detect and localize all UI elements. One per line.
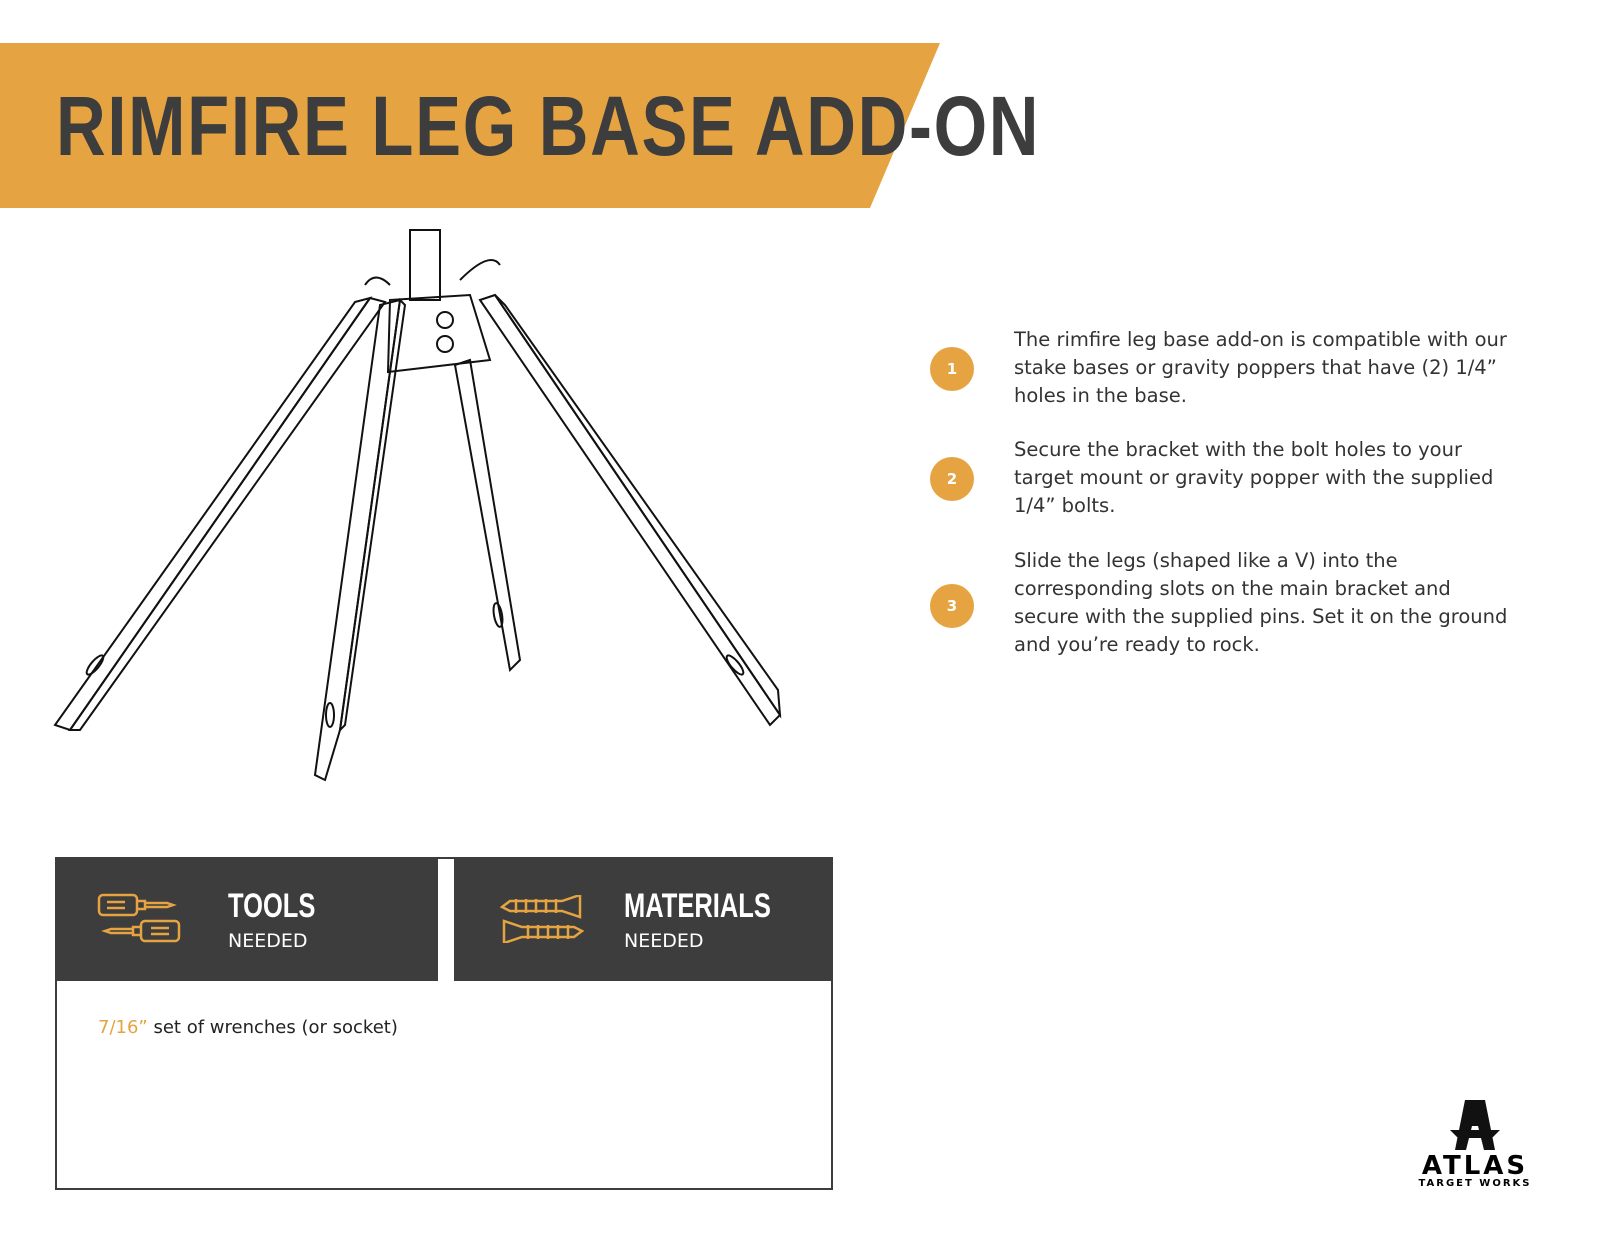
logo-tagline: TARGET WORKS: [1418, 1178, 1532, 1189]
tool-item: [98, 1017, 398, 1038]
step-number: 3: [930, 584, 974, 628]
screwdrivers-icon: [97, 893, 181, 945]
screws-icon: [500, 895, 584, 943]
materials-header: [454, 857, 833, 981]
tool-description: set of wrenches (or socket): [147, 1017, 398, 1038]
step-text: Slide the legs (shaped like a V) into the corresponding slots on the main bracket and secure with the supplied pins. Set it on the ground and you’re ready to rock.: [1014, 549, 1508, 656]
tools-header: [55, 857, 438, 981]
leg-base-diagram: [40, 220, 800, 800]
tool-size: 7/16”: [98, 1017, 148, 1038]
materials-title: MATERIALS: [624, 887, 771, 925]
tools-subtitle: NEEDED: [228, 930, 308, 952]
atlas-a-icon: [1450, 1100, 1500, 1150]
materials-subtitle: NEEDED: [624, 930, 704, 952]
logo-name: ATLAS: [1421, 1151, 1529, 1181]
step-text: The rimfire leg base add-on is compatible with our stake bases or gravity poppers that have (2) 1/4” holes in the base.: [1014, 328, 1507, 407]
page-title: RIMFIRE LEG BASE ADD-ON: [56, 79, 1041, 173]
step-text: Secure the bracket with the bolt holes to your target mount or gravity popper with the supplied 1/4” bolts.: [1014, 438, 1494, 517]
step-number: 2: [930, 457, 974, 501]
atlas-logo: [1400, 1100, 1550, 1189]
tools-title: TOOLS: [228, 887, 316, 925]
step-number: 1: [930, 347, 974, 391]
